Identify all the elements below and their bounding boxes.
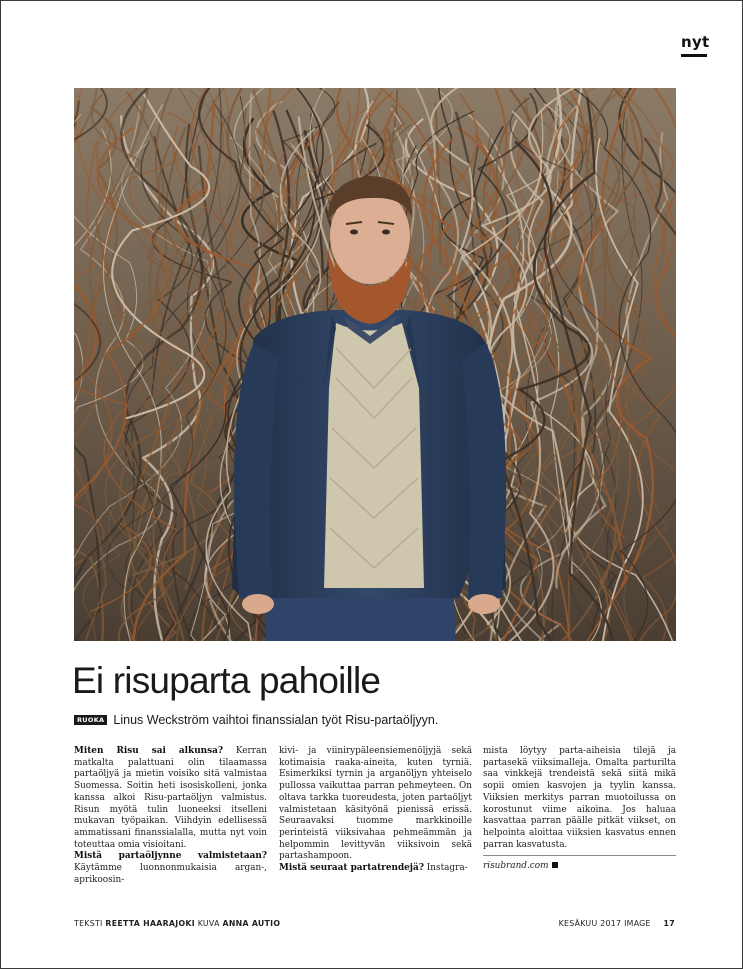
article-body [74, 746, 676, 886]
answer-2-continued: kivi- ja viinirypäleensiemenöljyjä sekä kotimaisia raaka-aineita, kuten tyrniä. Esimerkiksi tyrnin ja arganöljyn yhteiselo pullossa vaikuttaa parran pehmeyteen. On oltava tarkka tuoreudesta, joten partaöljyt valmistetaan käsityönä pienissä erissä. Seuraavaksi tuomme markkinoille perinteistä viiksivahaa pehmeämmän ja helpommin levittyvän viiksivoin sekä partashampoon. [279, 746, 472, 862]
signoff-rule [483, 855, 676, 856]
website-link[interactable]: risubrand.com [483, 861, 549, 872]
question-3: Mistä seuraat partatrendejä? [279, 863, 424, 874]
answer-1: Kerran matkalta palattuani olin tilaamassa partaöljyä ja mietin voisiko sitä valmistaa Suomessa. Soitin heti isosiskolleni, jonka kanssa alkoi Risu-partaöljyn valmistus. Risun myötä tulin luoneeksi itselleni mukavan työpaikan. Viihdyin edellisessä ammatissani finanssialalla, mutta nyt voin toteuttaa omia visioitani. [74, 746, 267, 850]
column-2 [279, 746, 472, 875]
text-author: REETTA HAARAJOKI [105, 919, 195, 928]
issue-date: KESÄKUU 2017 [558, 919, 622, 928]
article-headline: Ei risuparta pahoille [72, 660, 381, 701]
footer-credits [74, 919, 280, 928]
photo-illustration [74, 88, 676, 641]
section-tag: nyt [681, 33, 710, 51]
magazine-name: IMAGE [624, 919, 651, 928]
question-2: Mistä partaöljynne valmistetaan? [74, 851, 267, 862]
page-number: 17 [663, 919, 675, 928]
category-badge: RUOKA [74, 715, 107, 725]
answer-2-start: Käytämme luonnonmukaisia argan-, aprikoosin- [74, 863, 267, 885]
section-tag-underline [681, 54, 707, 57]
end-mark [552, 862, 558, 868]
standfirst [74, 713, 438, 727]
standfirst-text: Linus Weckström vaihtoi finanssialan työt Risu-partaöljyyn. [113, 713, 439, 727]
portrait-photo [74, 88, 676, 641]
answer-3-start: Instagra- [423, 863, 468, 874]
column-1 [74, 746, 267, 886]
column-3 [483, 746, 676, 873]
photo-label: KUVA [197, 919, 220, 928]
answer-3-continued: mista löytyy parta-aiheisia tilejä ja partasekä viiksimalleja. Omalta parturilta saa vinkkejä trendeistä sekä siitä mikä sopii omien kasvojen ja tyylin kanssa. Viiksien merkitys parran muotoilussa on korostunut viime aikoina. Jos haluaa kasvattaa parran päälle pitkät viikset, on helpointa aloittaa viiksien kasvatus ennen parran kasvatusta. [483, 746, 676, 850]
question-1: Miten Risu sai alkunsa? [74, 746, 224, 756]
text-label: TEKSTI [74, 919, 103, 928]
photo-author: ANNA AUTIO [222, 919, 281, 928]
footer-issue [559, 919, 675, 928]
